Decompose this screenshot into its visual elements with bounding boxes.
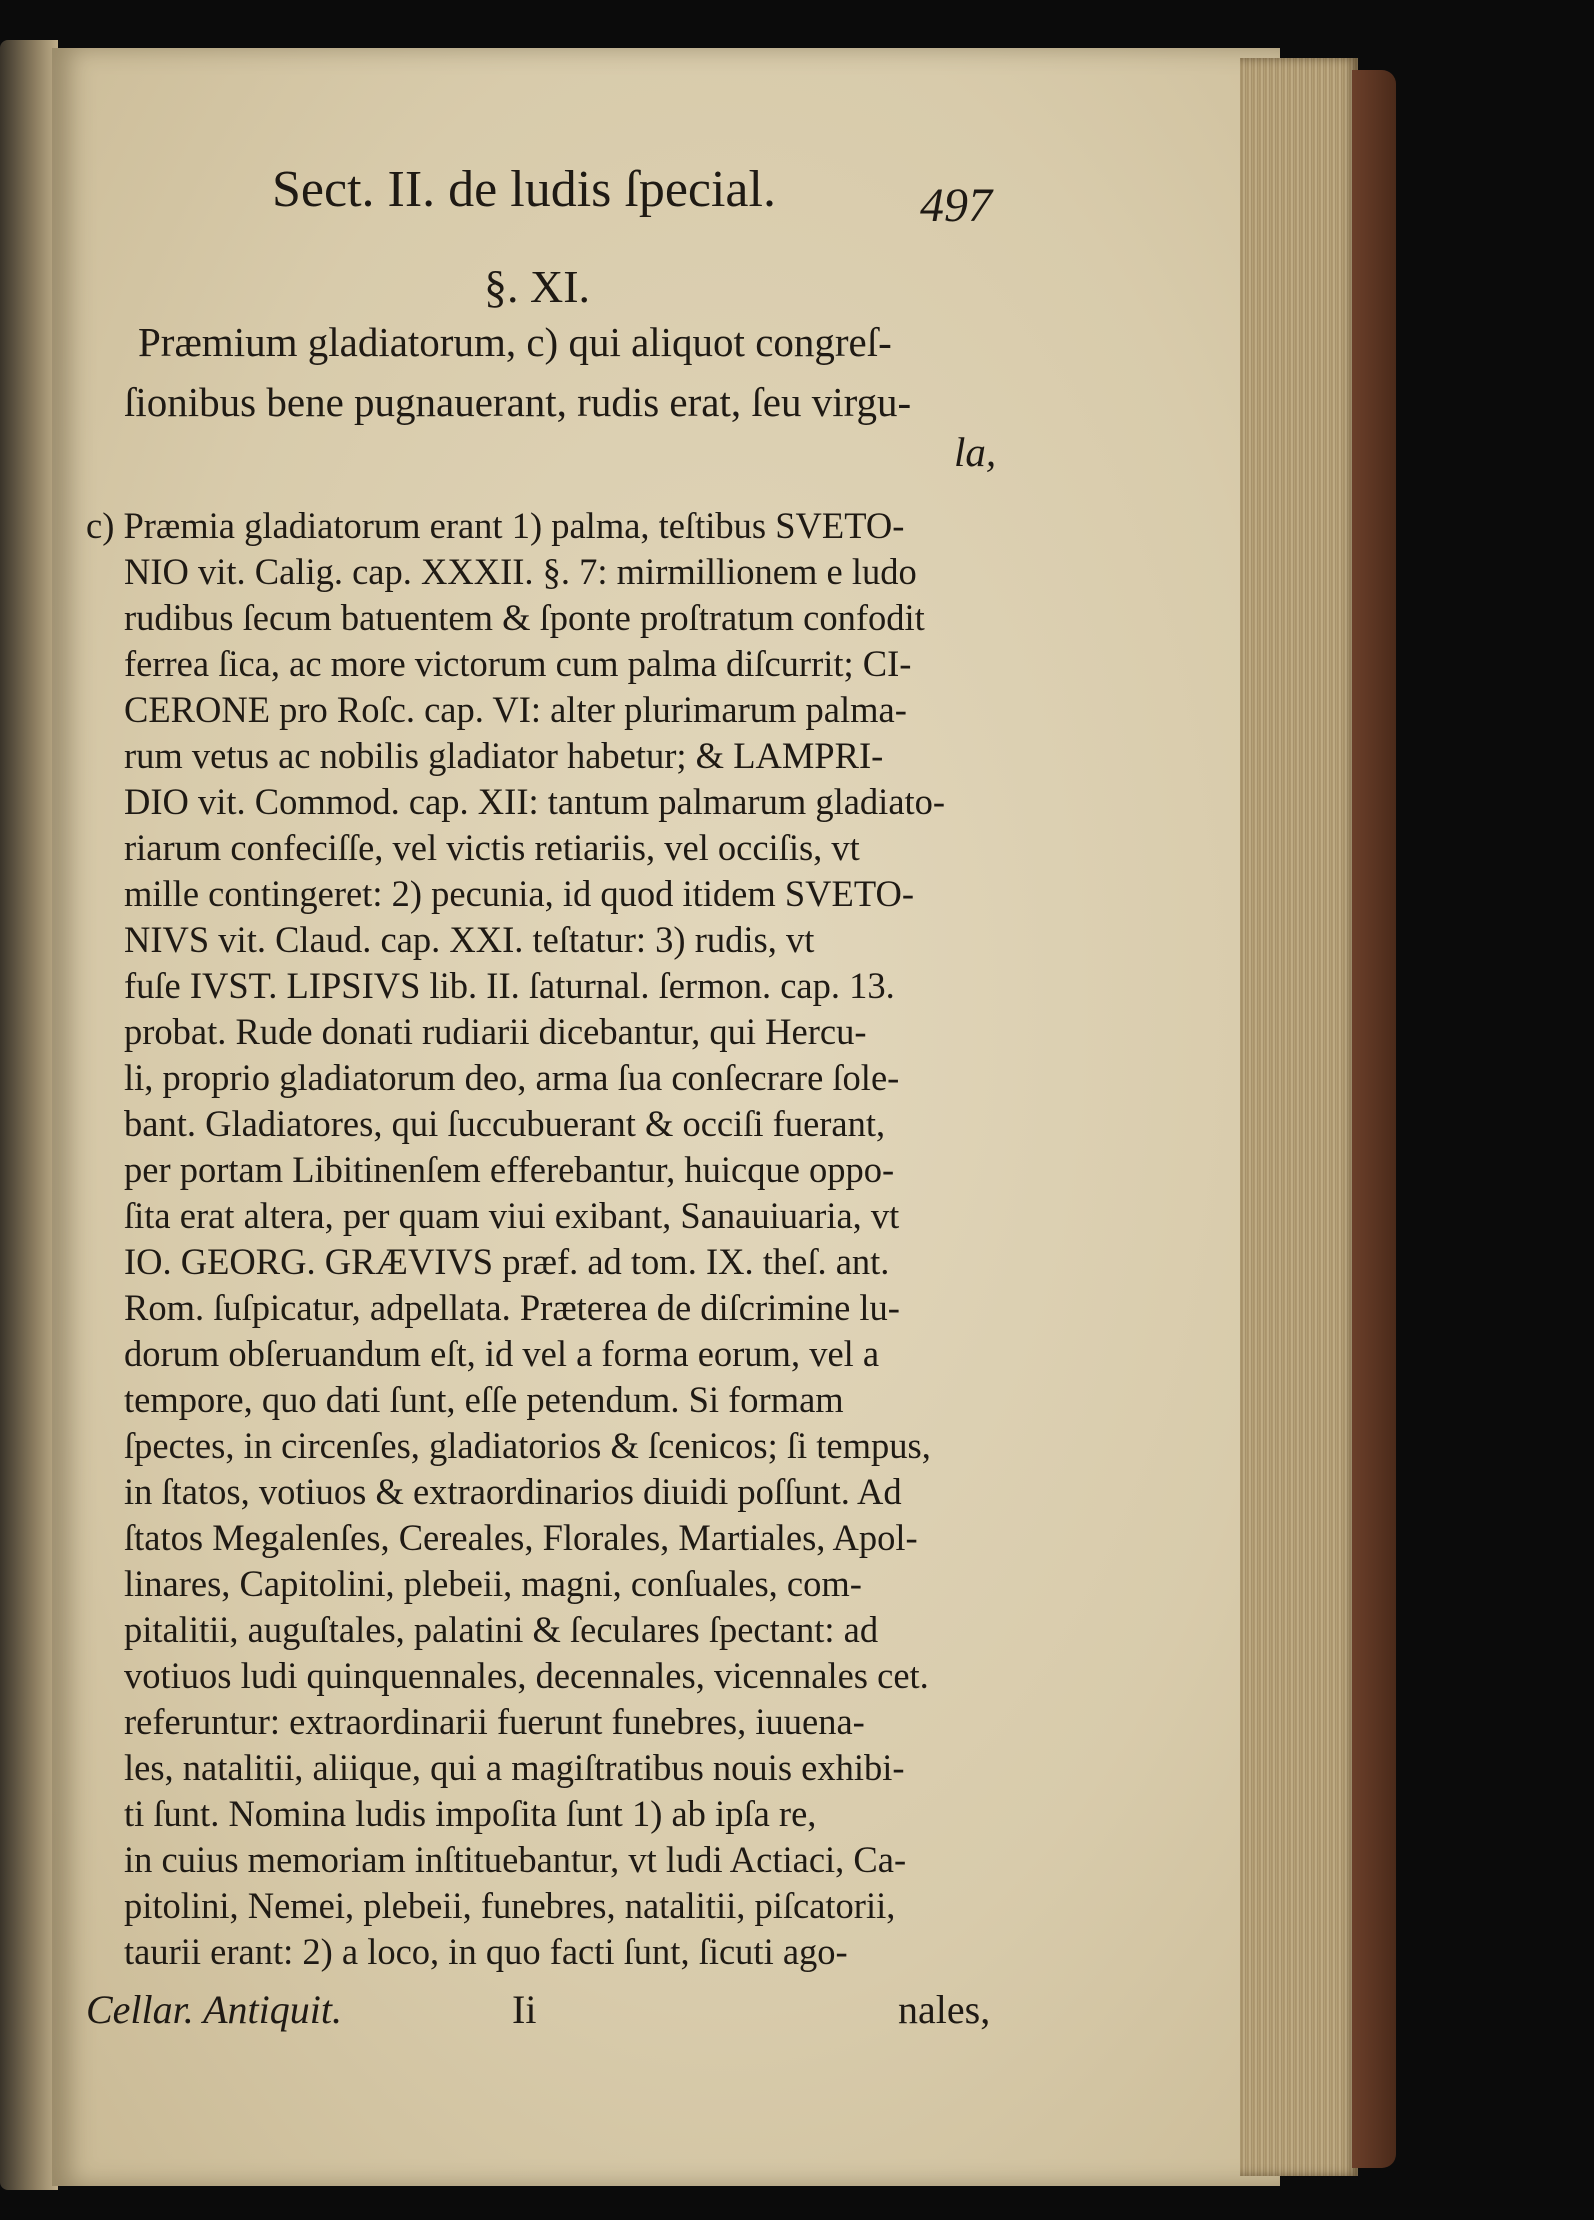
footnote-line: probat. Rude donati rudiarii dicebantur, qui Hercu- [124,1011,867,1052]
section-mark: §. XI. [484,261,591,312]
footnote-line: linares, Capitolini, plebeii, magni, conſuales, com- [124,1563,862,1604]
footnote-line: ſpectes, in circenſes, gladiatorios & ſcenicos; ſi tempus, [124,1425,931,1466]
main-line: Præmium gladiatorum, c) qui aliquot congreſ- [138,319,892,365]
footnote-line: c) Præmia gladiatorum erant 1) palma, teſtibus SVETO- [86,505,905,546]
footnote-line: Rom. ſuſpicatur, adpellata. Præterea de diſcrimine lu- [124,1287,900,1328]
footnote-line: in cuius memoriam inſtituebantur, vt ludi Actiaci, Ca- [124,1839,907,1880]
footnote-line: CERONE pro Roſc. cap. VI: alter plurimarum palma- [124,689,907,730]
footnote-line: votiuos ludi quinquennales, decennales, vicennales cet. [124,1655,929,1696]
main-line: ſionibus bene pugnauerant, rudis erat, ſeu virgu- [124,379,912,425]
footer-signature: Ii [512,1987,537,2032]
footnote-line: NIVS vit. Claud. cap. XXI. teſtatur: 3) rudis, vt [124,919,815,960]
footnote-line: les, natalitii, aliique, qui a magiſtratibus nouis exhibi- [124,1747,905,1788]
footnote-line: rudibus ſecum batuentem & ſponte proſtratum confodit [124,597,925,638]
footnote-line: in ſtatos, votiuos & extraordinarios diuidi poſſunt. Ad [124,1471,902,1512]
running-title: Sect. II. de ludis ſpecial. [272,161,776,218]
footnote-line: ſita erat altera, per quam viui exibant, Sanauiuaria, vt [124,1195,900,1236]
footnote-line: pitolini, Nemei, plebeii, funebres, natalitii, piſcatorii, [124,1885,896,1926]
footnote-line: ferrea ſica, ac more victorum cum palma diſcurrit; CI- [124,643,912,684]
footnote-line: ſtatos Megalenſes, Cereales, Florales, Martiales, Apol- [124,1517,918,1558]
footnote-line: per portam Libitinenſem efferebantur, huicque oppo- [124,1149,895,1190]
footnote-line: riarum confeciſſe, vel victis retiariis, vel occiſis, vt [124,827,860,868]
footer-catchword: nales, [898,1987,991,2032]
main-line: la, [954,429,997,475]
page-number: 497 [920,179,992,232]
footnote-line: fuſe IVST. LIPSIVS lib. II. ſaturnal. ſermon. cap. 13. [124,965,895,1006]
footnote-line: referuntur: extraordinarii fuerunt funebres, iuuena- [124,1701,865,1742]
footnote-line: bant. Gladiatores, qui ſuccubuerant & occiſi fuerant, [124,1103,886,1144]
footnote-line: dorum obſeruandum eſt, id vel a forma eorum, vel a [124,1333,880,1374]
footnote-line: ti ſunt. Nomina ludis impoſita ſunt 1) ab ipſa re, [124,1793,817,1834]
footnote-line: pitalitii, auguſtales, palatini & ſeculares ſpectant: ad [124,1609,879,1650]
footnote-line: IO. GEORG. GRÆVIVS præf. ad tom. IX. theſ. ant. [124,1241,890,1282]
footnote-line: tempore, quo dati ſunt, eſſe petendum. Si formam [124,1379,844,1420]
footnote-line: DIO vit. Commod. cap. XII: tantum palmarum gladiato- [124,781,946,822]
footnote-line: NIO vit. Calig. cap. XXXII. §. 7: mirmillionem e ludo [124,551,917,592]
footnote-line: mille contingeret: 2) pecunia, id quod itidem SVETO- [124,873,914,914]
footnote-line: li, proprio gladiatorum deo, arma ſua conſecrare ſole- [124,1057,900,1098]
footnote-line: taurii erant: 2) a loco, in quo facti ſunt, ſicuti ago- [124,1931,848,1972]
footer-book-title: Cellar. Antiquit. [86,1987,342,2032]
footnote-line: rum vetus ac nobilis gladiator habetur; & LAMPRI- [124,735,884,776]
